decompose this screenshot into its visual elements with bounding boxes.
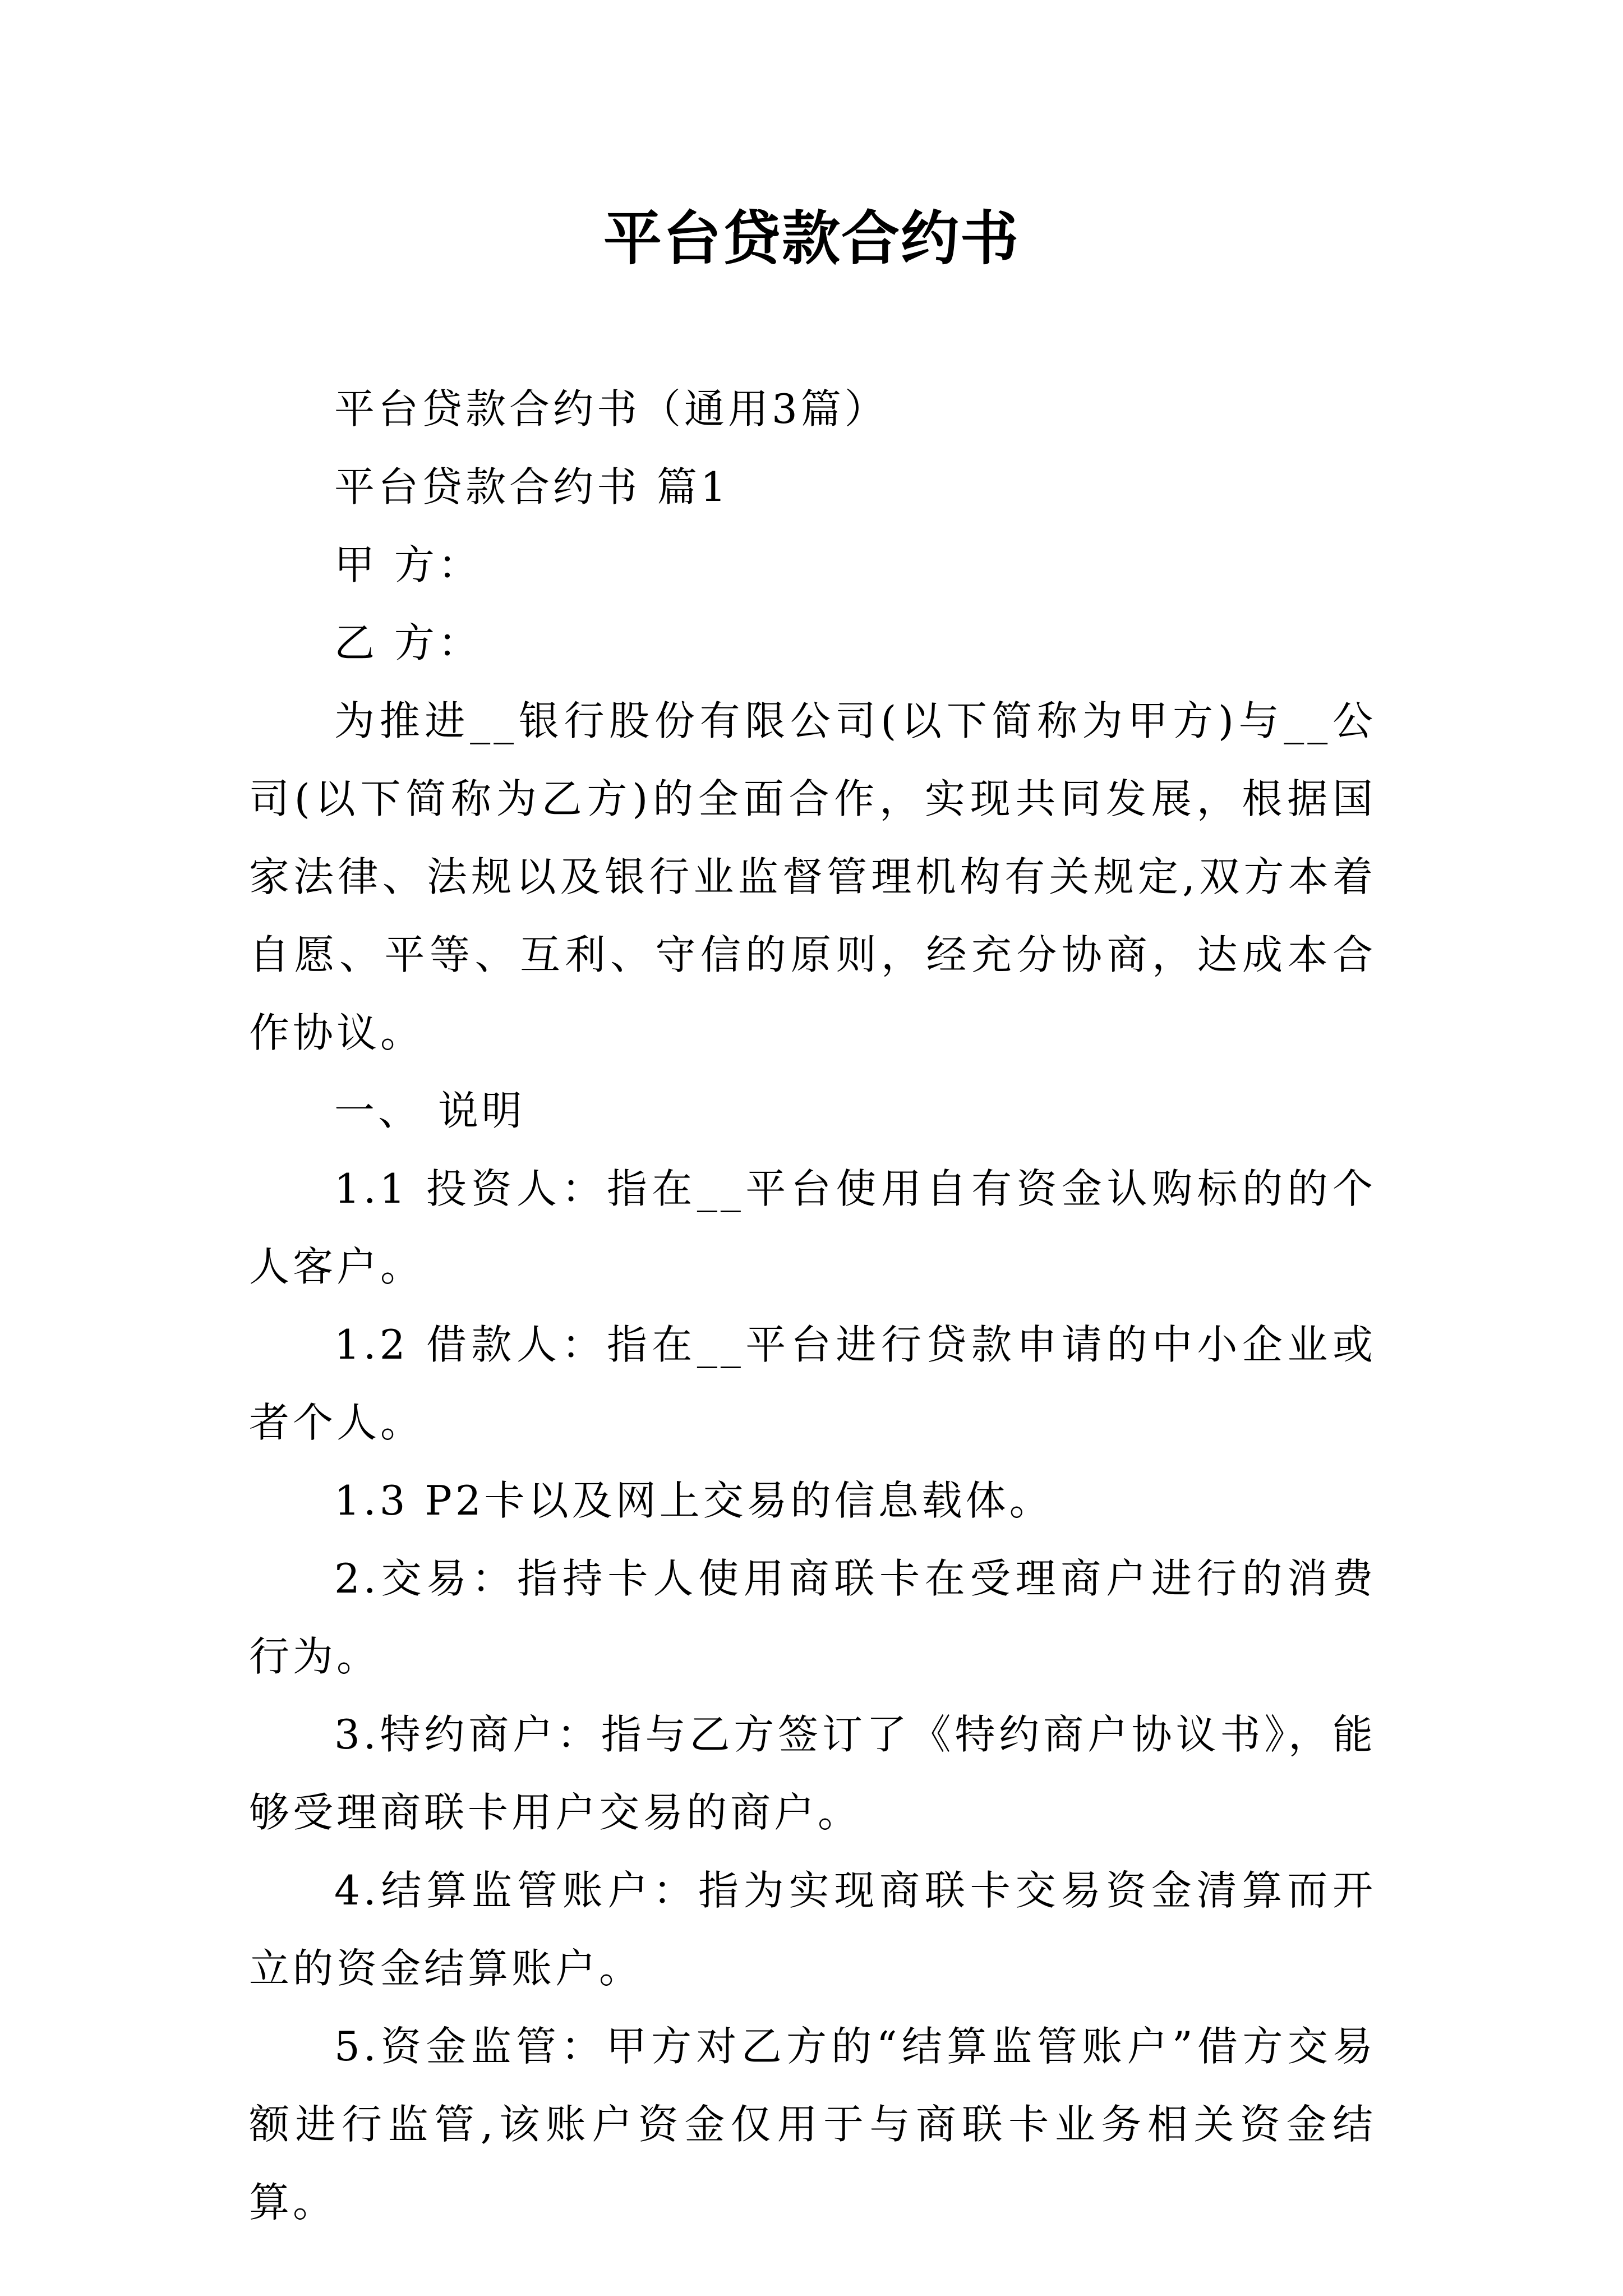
paragraph-clause-4: 4.结算监管账户：指为实现商联卡交易资金清算而开立的资金结算账户。 (249, 1867, 1376, 1992)
paragraph-party-a: 甲 方： (334, 541, 482, 588)
paragraph-clause-1-1: 1.1 投资人：指在__平台使用自有资金认购标的的个人客户。 (249, 1165, 1376, 1290)
paragraph-subtitle: 平台贷款合约书（通用3篇） (334, 385, 888, 432)
paragraph-part-heading: 平台贷款合约书 篇1 (334, 463, 730, 510)
document-body (249, 370, 1376, 2242)
paragraph-clause-3: 3.特约商户：指与乙方签订了《特约商户协议书》，能够受理商联卡用户交易的商户。 (249, 1711, 1376, 1836)
paragraph-clause-1-2: 1.2 借款人：指在__平台进行贷款申请的中小企业或者个人。 (249, 1321, 1376, 1446)
paragraph-preamble: 为推进__银行股份有限公司(以下简称为甲方)与__公司(以下简称为乙方)的全面合作，实现共同发展，根据国家法律、法规以及银行业监督管理机构有关规定,双方本着自愿、平等、互利、守信的原则，经充分协商，达成本合作协议。 (249, 697, 1376, 1056)
document-title: 平台贷款合约书 (603, 204, 1020, 273)
paragraph-clause-5: 5.资金监管：甲方对乙方的“结算监管账户”借方交易额进行监管,该账户资金仅用于与商联卡业务相关资金结算。 (249, 2023, 1376, 2226)
paragraph-section-heading: 一、 说明 (334, 1087, 525, 1134)
paragraph-clause-2: 2.交易：指持卡人使用商联卡在受理商户进行的消费行为。 (249, 1555, 1376, 1680)
paragraph-clause-1-3: 1.3 P2卡以及网上交易的信息载体。 (334, 1477, 1053, 1524)
paragraph-party-b: 乙 方： (334, 619, 482, 666)
